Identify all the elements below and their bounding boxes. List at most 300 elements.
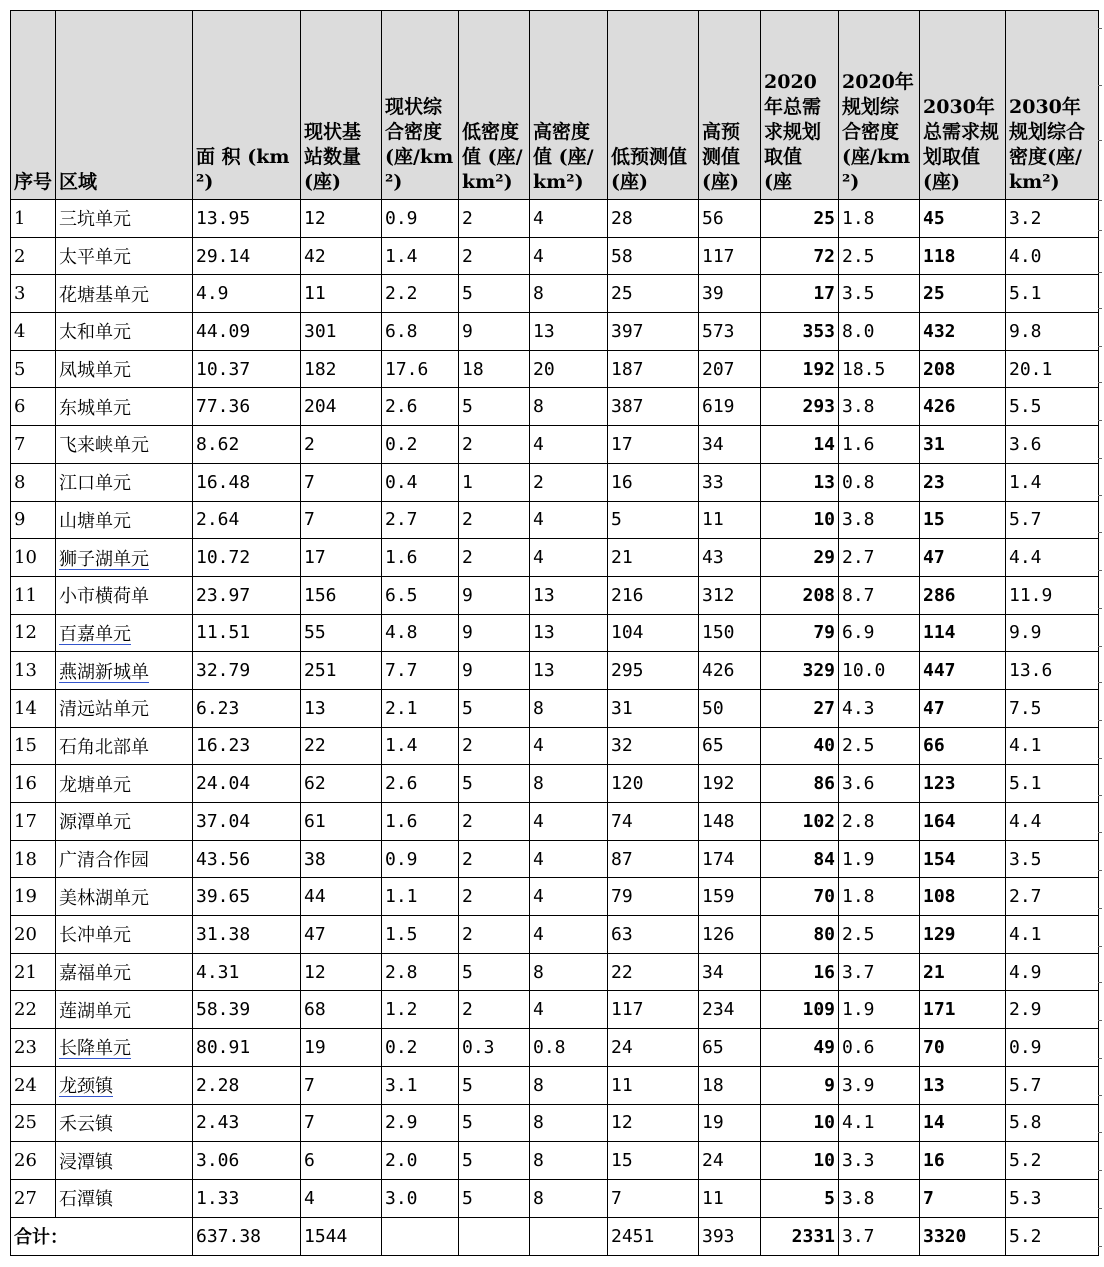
value-cell: 102: [761, 803, 839, 841]
value-cell: 2: [459, 200, 530, 238]
margin-tick: [1098, 1132, 1102, 1133]
value-cell: 77.36: [193, 388, 301, 426]
value-cell: 4: [530, 840, 608, 878]
row-index-cell: 2: [11, 237, 56, 275]
value-cell: 19: [301, 1029, 382, 1067]
value-cell: 4: [530, 803, 608, 841]
value-cell: 312: [699, 576, 761, 614]
value-cell: 8.7: [839, 576, 920, 614]
value-cell: 3.8: [839, 501, 920, 539]
value-cell: 12: [301, 953, 382, 991]
value-cell: 3.6: [1006, 426, 1099, 464]
margin-tick: [1098, 646, 1102, 647]
value-cell: 13: [301, 689, 382, 727]
value-cell: 62: [301, 765, 382, 803]
value-cell: 9: [459, 576, 530, 614]
value-cell: 126: [699, 916, 761, 954]
value-cell: 171: [920, 991, 1006, 1029]
value-cell: 79: [761, 614, 839, 652]
value-cell: 70: [761, 878, 839, 916]
value-cell: 10: [761, 1104, 839, 1142]
value-cell: 31.38: [193, 916, 301, 954]
value-cell: 148: [699, 803, 761, 841]
value-cell: 2.64: [193, 501, 301, 539]
value-cell: 86: [761, 765, 839, 803]
value-cell: 3.8: [839, 388, 920, 426]
row-index-cell: 23: [11, 1029, 56, 1067]
value-cell: 87: [608, 840, 699, 878]
value-cell: 23.97: [193, 576, 301, 614]
value-cell: 32.79: [193, 652, 301, 690]
value-cell: 43: [699, 539, 761, 577]
row-index-cell: 9: [11, 501, 56, 539]
value-cell: 156: [301, 576, 382, 614]
region-name-cell: 浸潭镇: [56, 1142, 193, 1180]
value-cell: 4.1: [1006, 727, 1099, 765]
value-cell: 5: [459, 765, 530, 803]
value-cell: 2: [459, 501, 530, 539]
value-cell: 11: [301, 275, 382, 313]
value-cell: 7.7: [382, 652, 459, 690]
value-cell: 2.9: [1006, 991, 1099, 1029]
value-cell: 4.1: [1006, 916, 1099, 954]
region-name-cell: 花塘基单元: [56, 275, 193, 313]
margin-tick: [1098, 28, 1102, 29]
value-cell: 109: [761, 991, 839, 1029]
total-value-cell: 2331: [761, 1217, 839, 1255]
value-cell: 2.1: [382, 689, 459, 727]
value-cell: 10: [761, 1142, 839, 1180]
value-cell: 5: [459, 388, 530, 426]
value-cell: 5: [459, 275, 530, 313]
total-value-cell: 5.2: [1006, 1217, 1099, 1255]
value-cell: 12: [608, 1104, 699, 1142]
value-cell: 293: [761, 388, 839, 426]
header-cell-8: 高预测值 (座): [699, 11, 761, 200]
value-cell: 6: [301, 1142, 382, 1180]
value-cell: 3.9: [839, 1066, 920, 1104]
value-cell: 28: [608, 200, 699, 238]
row-index-cell: 8: [11, 463, 56, 501]
value-cell: 5.7: [1006, 1066, 1099, 1104]
value-cell: 2.28: [193, 1066, 301, 1104]
value-cell: 6.9: [839, 614, 920, 652]
margin-tick: [1098, 1170, 1102, 1171]
total-value-cell: [459, 1217, 530, 1255]
value-cell: 14: [920, 1104, 1006, 1142]
value-cell: 17: [301, 539, 382, 577]
margin-tick: [1098, 982, 1102, 983]
value-cell: 3.3: [839, 1142, 920, 1180]
value-cell: 15: [920, 501, 1006, 539]
margin-tick: [1098, 346, 1102, 347]
value-cell: 187: [608, 350, 699, 388]
value-cell: 2.0: [382, 1142, 459, 1180]
row-index-cell: 4: [11, 313, 56, 351]
value-cell: 2: [459, 237, 530, 275]
value-cell: 42: [301, 237, 382, 275]
value-cell: 5: [761, 1179, 839, 1217]
value-cell: 2: [301, 426, 382, 464]
value-cell: 1.4: [382, 237, 459, 275]
margin-tick: [1098, 200, 1102, 201]
value-cell: 13: [761, 463, 839, 501]
value-cell: 2.7: [382, 501, 459, 539]
margin-tick: [1098, 608, 1102, 609]
value-cell: 3.0: [382, 1179, 459, 1217]
value-cell: 118: [920, 237, 1006, 275]
region-name-cell: 燕湖新城单: [56, 652, 193, 690]
table-row: [11, 237, 1099, 275]
value-cell: 11: [608, 1066, 699, 1104]
header-cell-2: 面 积 (km²): [193, 11, 301, 200]
value-cell: 65: [699, 1029, 761, 1067]
value-cell: 4: [530, 501, 608, 539]
value-cell: 12: [301, 200, 382, 238]
value-cell: 25: [608, 275, 699, 313]
value-cell: 4: [530, 539, 608, 577]
value-cell: 2: [459, 426, 530, 464]
row-index-cell: 27: [11, 1179, 56, 1217]
value-cell: 18: [699, 1066, 761, 1104]
value-cell: 8: [530, 1179, 608, 1217]
value-cell: 44: [301, 878, 382, 916]
value-cell: 4.4: [1006, 539, 1099, 577]
value-cell: 7: [301, 501, 382, 539]
region-name-cell: 龙塘单元: [56, 765, 193, 803]
total-value-cell: 2451: [608, 1217, 699, 1255]
table-row: [11, 1142, 1099, 1180]
value-cell: 80: [761, 916, 839, 954]
value-cell: 1.2: [382, 991, 459, 1029]
value-cell: 72: [761, 237, 839, 275]
region-name-cell: 小市横荷单: [56, 576, 193, 614]
margin-tick: [1098, 758, 1102, 759]
margin-tick: [1098, 85, 1102, 86]
margin-tick: [1098, 908, 1102, 909]
table-row: [11, 953, 1099, 991]
value-cell: 31: [608, 689, 699, 727]
value-cell: 18.5: [839, 350, 920, 388]
value-cell: 39: [699, 275, 761, 313]
value-cell: 9: [459, 313, 530, 351]
value-cell: 8: [530, 1104, 608, 1142]
value-cell: 5: [459, 1142, 530, 1180]
value-cell: 27: [761, 689, 839, 727]
row-index-cell: 5: [11, 350, 56, 388]
value-cell: 8: [530, 275, 608, 313]
value-cell: 2.9: [382, 1104, 459, 1142]
row-index-cell: 1: [11, 200, 56, 238]
value-cell: 4.31: [193, 953, 301, 991]
value-cell: 2.8: [382, 953, 459, 991]
value-cell: 129: [920, 916, 1006, 954]
value-cell: 47: [301, 916, 382, 954]
value-cell: 6.8: [382, 313, 459, 351]
total-value-cell: [530, 1217, 608, 1255]
value-cell: 204: [301, 388, 382, 426]
margin-tick: [1098, 1208, 1102, 1209]
value-cell: 1.6: [382, 803, 459, 841]
value-cell: 5: [459, 1066, 530, 1104]
value-cell: 295: [608, 652, 699, 690]
row-index-cell: 20: [11, 916, 56, 954]
table-row: [11, 200, 1099, 238]
table-row: [11, 275, 1099, 313]
value-cell: 4.8: [382, 614, 459, 652]
value-cell: 329: [761, 652, 839, 690]
header-cell-9: 2020年总需求规划取值 (座: [761, 11, 839, 200]
value-cell: 3.1: [382, 1066, 459, 1104]
value-cell: 10.37: [193, 350, 301, 388]
value-cell: 1.4: [382, 727, 459, 765]
value-cell: 22: [301, 727, 382, 765]
value-cell: 104: [608, 614, 699, 652]
value-cell: 25: [761, 200, 839, 238]
value-cell: 2: [459, 916, 530, 954]
table-row: [11, 803, 1099, 841]
table-row: [11, 689, 1099, 727]
value-cell: 0.8: [839, 463, 920, 501]
value-cell: 0.8: [530, 1029, 608, 1067]
header-cell-7: 低预测值 (座): [608, 11, 699, 200]
value-cell: 2.2: [382, 275, 459, 313]
header-cell-0: 序号: [11, 11, 56, 200]
region-name-cell: 东城单元: [56, 388, 193, 426]
row-index-cell: 25: [11, 1104, 56, 1142]
row-index-cell: 14: [11, 689, 56, 727]
region-name-cell: 莲湖单元: [56, 991, 193, 1029]
value-cell: 84: [761, 840, 839, 878]
value-cell: 7: [608, 1179, 699, 1217]
header-cell-3: 现状基站数量 (座): [301, 11, 382, 200]
value-cell: 43.56: [193, 840, 301, 878]
region-name-cell: 山塘单元: [56, 501, 193, 539]
margin-tick: [1098, 570, 1102, 571]
region-name-cell: 清远站单元: [56, 689, 193, 727]
value-cell: 20: [530, 350, 608, 388]
table-row: [11, 501, 1099, 539]
value-cell: 1: [459, 463, 530, 501]
header-row: [11, 11, 1099, 200]
region-name-cell: 石潭镇: [56, 1179, 193, 1217]
value-cell: 8: [530, 388, 608, 426]
total-value-cell: [382, 1217, 459, 1255]
value-cell: 1.8: [839, 200, 920, 238]
value-cell: 11: [699, 1179, 761, 1217]
header-cell-10: 2020年规划综合密度(座/km²): [839, 11, 920, 200]
margin-tick: [1098, 272, 1102, 273]
value-cell: 251: [301, 652, 382, 690]
table-row: [11, 727, 1099, 765]
value-cell: 120: [608, 765, 699, 803]
margin-tick: [1098, 946, 1102, 947]
value-cell: 34: [699, 426, 761, 464]
base-station-planning-table: [10, 10, 1099, 1256]
value-cell: 8.0: [839, 313, 920, 351]
value-cell: 2: [459, 539, 530, 577]
table-row: [11, 1029, 1099, 1067]
value-cell: 3.7: [839, 953, 920, 991]
value-cell: 4: [301, 1179, 382, 1217]
value-cell: 68: [301, 991, 382, 1029]
value-cell: 301: [301, 313, 382, 351]
value-cell: 5: [459, 689, 530, 727]
margin-tick: [1098, 495, 1102, 496]
table-row: [11, 576, 1099, 614]
region-name-cell: 美林湖单元: [56, 878, 193, 916]
value-cell: 16: [761, 953, 839, 991]
value-cell: 3.5: [839, 275, 920, 313]
margin-tick: [1098, 230, 1102, 231]
value-cell: 61: [301, 803, 382, 841]
value-cell: 4: [530, 200, 608, 238]
region-name-cell: 长降单元: [56, 1029, 193, 1067]
value-cell: 65: [699, 727, 761, 765]
value-cell: 63: [608, 916, 699, 954]
region-name-cell: 三坑单元: [56, 200, 193, 238]
value-cell: 7: [301, 1104, 382, 1142]
value-cell: 11.51: [193, 614, 301, 652]
value-cell: 10.72: [193, 539, 301, 577]
row-index-cell: 26: [11, 1142, 56, 1180]
value-cell: 8: [530, 1066, 608, 1104]
region-name-cell: 江口单元: [56, 463, 193, 501]
table-body: [11, 200, 1099, 1256]
value-cell: 192: [699, 765, 761, 803]
row-index-cell: 17: [11, 803, 56, 841]
region-name-cell: 嘉福单元: [56, 953, 193, 991]
value-cell: 70: [920, 1029, 1006, 1067]
value-cell: 1.5: [382, 916, 459, 954]
header-cell-1: 区域: [56, 11, 193, 200]
value-cell: 9: [459, 614, 530, 652]
value-cell: 79: [608, 878, 699, 916]
value-cell: 174: [699, 840, 761, 878]
value-cell: 5.7: [1006, 501, 1099, 539]
value-cell: 208: [920, 350, 1006, 388]
row-index-cell: 12: [11, 614, 56, 652]
value-cell: 49: [761, 1029, 839, 1067]
value-cell: 5.3: [1006, 1179, 1099, 1217]
table-row: [11, 765, 1099, 803]
region-name-cell: 飞来峡单元: [56, 426, 193, 464]
value-cell: 3.06: [193, 1142, 301, 1180]
total-value-cell: 3.7: [839, 1217, 920, 1255]
table-row: [11, 652, 1099, 690]
row-index-cell: 7: [11, 426, 56, 464]
value-cell: 18: [459, 350, 530, 388]
value-cell: 5: [459, 1179, 530, 1217]
value-cell: 1.9: [839, 991, 920, 1029]
value-cell: 10.0: [839, 652, 920, 690]
value-cell: 4.9: [193, 275, 301, 313]
value-cell: 21: [608, 539, 699, 577]
margin-tick: [1098, 1095, 1102, 1096]
value-cell: 16.48: [193, 463, 301, 501]
value-cell: 44.09: [193, 313, 301, 351]
row-index-cell: 10: [11, 539, 56, 577]
value-cell: 8: [530, 689, 608, 727]
value-cell: 117: [608, 991, 699, 1029]
region-name-cell: 百嘉单元: [56, 614, 193, 652]
total-label: 合计：: [11, 1217, 193, 1255]
value-cell: 80.91: [193, 1029, 301, 1067]
value-cell: 4: [530, 878, 608, 916]
table-row: [11, 614, 1099, 652]
value-cell: 182: [301, 350, 382, 388]
value-cell: 123: [920, 765, 1006, 803]
table-row: [11, 313, 1099, 351]
region-name-cell: 狮子湖单元: [56, 539, 193, 577]
value-cell: 2.5: [839, 916, 920, 954]
value-cell: 154: [920, 840, 1006, 878]
right-margin-marks: [1098, 10, 1104, 1255]
value-cell: 29: [761, 539, 839, 577]
value-cell: 10: [761, 501, 839, 539]
value-cell: 13: [530, 576, 608, 614]
total-row: [11, 1217, 1099, 1255]
value-cell: 17: [608, 426, 699, 464]
value-cell: 7: [301, 463, 382, 501]
region-name-cell: 禾云镇: [56, 1104, 193, 1142]
value-cell: 4.1: [839, 1104, 920, 1142]
value-cell: 0.2: [382, 426, 459, 464]
value-cell: 286: [920, 576, 1006, 614]
value-cell: 38: [301, 840, 382, 878]
row-index-cell: 22: [11, 991, 56, 1029]
row-index-cell: 15: [11, 727, 56, 765]
value-cell: 4.3: [839, 689, 920, 727]
value-cell: 2: [459, 803, 530, 841]
value-cell: 22: [608, 953, 699, 991]
value-cell: 1.6: [382, 539, 459, 577]
value-cell: 6.23: [193, 689, 301, 727]
value-cell: 4: [530, 916, 608, 954]
region-name-cell: 源潭单元: [56, 803, 193, 841]
value-cell: 6.5: [382, 576, 459, 614]
value-cell: 7: [301, 1066, 382, 1104]
value-cell: 5: [459, 953, 530, 991]
margin-tick: [1098, 1020, 1102, 1021]
value-cell: 192: [761, 350, 839, 388]
value-cell: 4.0: [1006, 237, 1099, 275]
margin-tick: [1098, 832, 1102, 833]
value-cell: 2.7: [839, 539, 920, 577]
row-index-cell: 16: [11, 765, 56, 803]
value-cell: 8.62: [193, 426, 301, 464]
table-row: [11, 878, 1099, 916]
value-cell: 47: [920, 539, 1006, 577]
value-cell: 13: [530, 614, 608, 652]
value-cell: 0.9: [1006, 1029, 1099, 1067]
table-row: [11, 840, 1099, 878]
value-cell: 2: [530, 463, 608, 501]
value-cell: 56: [699, 200, 761, 238]
value-cell: 159: [699, 878, 761, 916]
value-cell: 1.9: [839, 840, 920, 878]
value-cell: 9.8: [1006, 313, 1099, 351]
value-cell: 8: [530, 953, 608, 991]
value-cell: 1.33: [193, 1179, 301, 1217]
value-cell: 234: [699, 991, 761, 1029]
header-cell-11: 2030年总需求规划取值 (座): [920, 11, 1006, 200]
margin-tick: [1098, 1058, 1102, 1059]
value-cell: 13: [530, 652, 608, 690]
value-cell: 108: [920, 878, 1006, 916]
value-cell: 5: [459, 1104, 530, 1142]
value-cell: 207: [699, 350, 761, 388]
